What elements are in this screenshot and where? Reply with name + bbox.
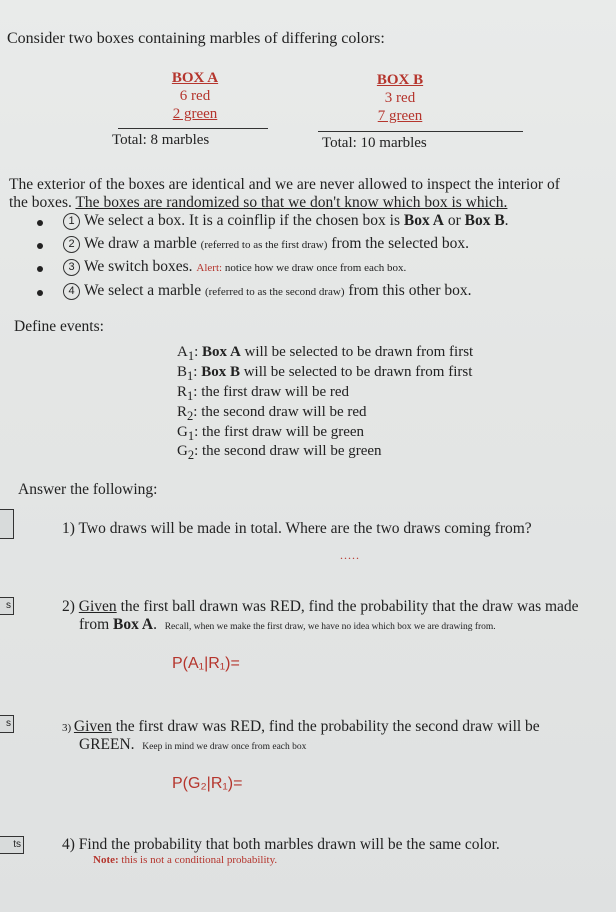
- box-a-total-label: Total:: [112, 132, 147, 148]
- q3-green: GREEN.: [79, 736, 135, 753]
- step-4: [63, 282, 472, 300]
- question-2-line1: [62, 598, 579, 616]
- event-b1-sub: 1: [187, 369, 194, 383]
- event-g2-sym: G: [177, 443, 188, 459]
- step-3-alert: Alert:: [196, 262, 223, 274]
- q2-box-a: Box A: [113, 616, 154, 633]
- event-r1-text: the first draw will be red: [201, 384, 350, 400]
- exterior-line2-b: The boxes are randomized so that we don't know which box is which.: [75, 194, 508, 211]
- step-4-rest: from this other box.: [344, 282, 472, 299]
- event-r1: [177, 384, 349, 404]
- step-1-or: or: [443, 212, 465, 229]
- event-b1-text: will be selected to be drawn from first: [239, 364, 473, 380]
- side-tab-4: ts: [0, 836, 24, 854]
- bullet-dot: [37, 220, 43, 226]
- define-label: Define events:: [14, 318, 104, 335]
- event-a1-sub: 1: [187, 349, 195, 363]
- side-tab-2: s: [0, 597, 14, 615]
- event-a1: [177, 344, 473, 364]
- question-3-line2: [79, 736, 306, 754]
- bullet-dot: [37, 290, 43, 296]
- event-r2-sym: R: [177, 404, 188, 420]
- box-b-total: [322, 135, 427, 152]
- q3-given: Given: [73, 718, 112, 735]
- step-3-text: We switch boxes.: [84, 258, 197, 275]
- step-3-small: notice how we draw once from each box.: [222, 262, 407, 274]
- event-g1: [177, 424, 364, 444]
- event-b1-bold: Box B: [201, 364, 240, 380]
- q4-note: this is not a conditional probability.: [118, 854, 278, 866]
- q3-text: the first draw was RED, find the probability the second draw will be: [111, 718, 540, 735]
- event-g2-text: the second draw will be green: [202, 443, 382, 459]
- event-b1: [177, 364, 472, 384]
- event-g1-text: the first draw will be green: [202, 424, 365, 440]
- circled-1-icon: 1: [63, 213, 80, 230]
- box-a-green: 2 green: [172, 106, 218, 122]
- event-a1-sym: A: [177, 344, 188, 360]
- exterior-line2: [9, 194, 507, 212]
- box-a-title: BOX A: [171, 70, 219, 86]
- q2-text: the first ball drawn was RED, find the probability that the draw was made: [116, 598, 579, 615]
- circled-3-icon: 3: [63, 259, 80, 276]
- event-r1-sep: :: [193, 384, 198, 400]
- q2-num: 2): [62, 598, 79, 615]
- q4-note-label: Note:: [93, 854, 119, 866]
- circled-4-icon: 4: [63, 283, 80, 300]
- event-g2: [177, 443, 382, 463]
- question-3-line1: [62, 718, 540, 736]
- bullet-dot: [37, 266, 43, 272]
- exterior-line1: The exterior of the boxes are identical and we are never allowed to inspect the interior of: [9, 176, 560, 193]
- step-1-box-a: Box A: [403, 212, 444, 229]
- event-a1-sep: :: [194, 344, 199, 360]
- side-tab-3: s: [0, 715, 14, 733]
- exterior-line2-a: the boxes.: [9, 194, 72, 211]
- step-1-text: We select a box. It is a coinflip if the chosen box is: [84, 212, 404, 229]
- event-b1-sep: :: [193, 364, 198, 380]
- event-r1-sym: R: [177, 384, 188, 400]
- box-a-total-value: 8 marbles: [150, 132, 210, 148]
- step-2-rest: from the selected box.: [327, 235, 470, 252]
- q2-period: .: [153, 616, 157, 633]
- box-a: [150, 69, 240, 123]
- step-2-small: (referred to as the first draw): [200, 239, 328, 251]
- event-g1-sym: G: [177, 424, 188, 440]
- step-3: [63, 258, 406, 276]
- event-g1-sub: 1: [187, 429, 195, 443]
- box-a-red: 6 red: [179, 88, 211, 104]
- event-r2-text: the second draw will be red: [201, 404, 367, 420]
- event-b1-sym: B: [177, 364, 188, 380]
- side-tab-1: [0, 509, 14, 539]
- q2-from: from: [79, 616, 114, 633]
- box-b-total-value: 10 marbles: [360, 135, 427, 151]
- q3-formula: P(G₂|R₁)=: [172, 775, 243, 792]
- box-b-red: 3 red: [384, 90, 416, 106]
- event-g2-sep: :: [194, 443, 199, 459]
- event-a1-text: will be selected to be drawn from first: [240, 344, 474, 360]
- event-g1-sep: :: [194, 424, 199, 440]
- question-2-line2: [79, 616, 496, 634]
- event-r2-sub: 2: [187, 409, 194, 423]
- q2-given: Given: [78, 598, 117, 615]
- step-1: [63, 212, 509, 230]
- q2-note: Recall, when we make the first draw, we have no idea which box we are drawing from.: [164, 622, 496, 632]
- step-1-period: .: [504, 212, 509, 229]
- intro-text: Consider two boxes containing marbles of differing colors:: [7, 30, 385, 47]
- q3-num: 3): [62, 722, 74, 734]
- event-a1-bold: Box A: [202, 344, 241, 360]
- box-b-rule: [318, 131, 523, 132]
- step-4-small: (referred to as the second draw): [204, 286, 345, 298]
- box-b-total-label: Total:: [322, 135, 357, 151]
- question-4-note: [93, 854, 277, 866]
- circled-2-icon: 2: [63, 236, 80, 253]
- question-4: 4) Find the probability that both marbles drawn will be the same color.: [62, 836, 500, 853]
- bullet-dot: [37, 243, 43, 249]
- event-r1-sub: 1: [187, 389, 194, 403]
- step-2: [63, 235, 469, 253]
- box-b: [355, 71, 445, 125]
- event-r2-sep: :: [193, 404, 198, 420]
- question-1: 1) Two draws will be made in total. Where are the two draws coming from?: [62, 520, 532, 537]
- box-b-green: 7 green: [377, 108, 423, 124]
- step-4-text: We select a marble: [84, 282, 205, 299]
- q3-note: Keep in mind we draw once from each box: [142, 742, 307, 752]
- answer-label: Answer the following:: [18, 481, 158, 498]
- q1-dots: .....: [340, 548, 360, 562]
- q2-formula: P(A₁|R₁)=: [172, 655, 240, 672]
- box-a-rule: [118, 128, 268, 129]
- step-2-text: We draw a marble: [84, 235, 201, 252]
- event-r2: [177, 404, 367, 424]
- box-b-title: BOX B: [376, 72, 424, 88]
- step-1-box-b: Box B: [464, 212, 505, 229]
- event-g2-sub: 2: [187, 448, 195, 462]
- box-a-total: [112, 132, 209, 149]
